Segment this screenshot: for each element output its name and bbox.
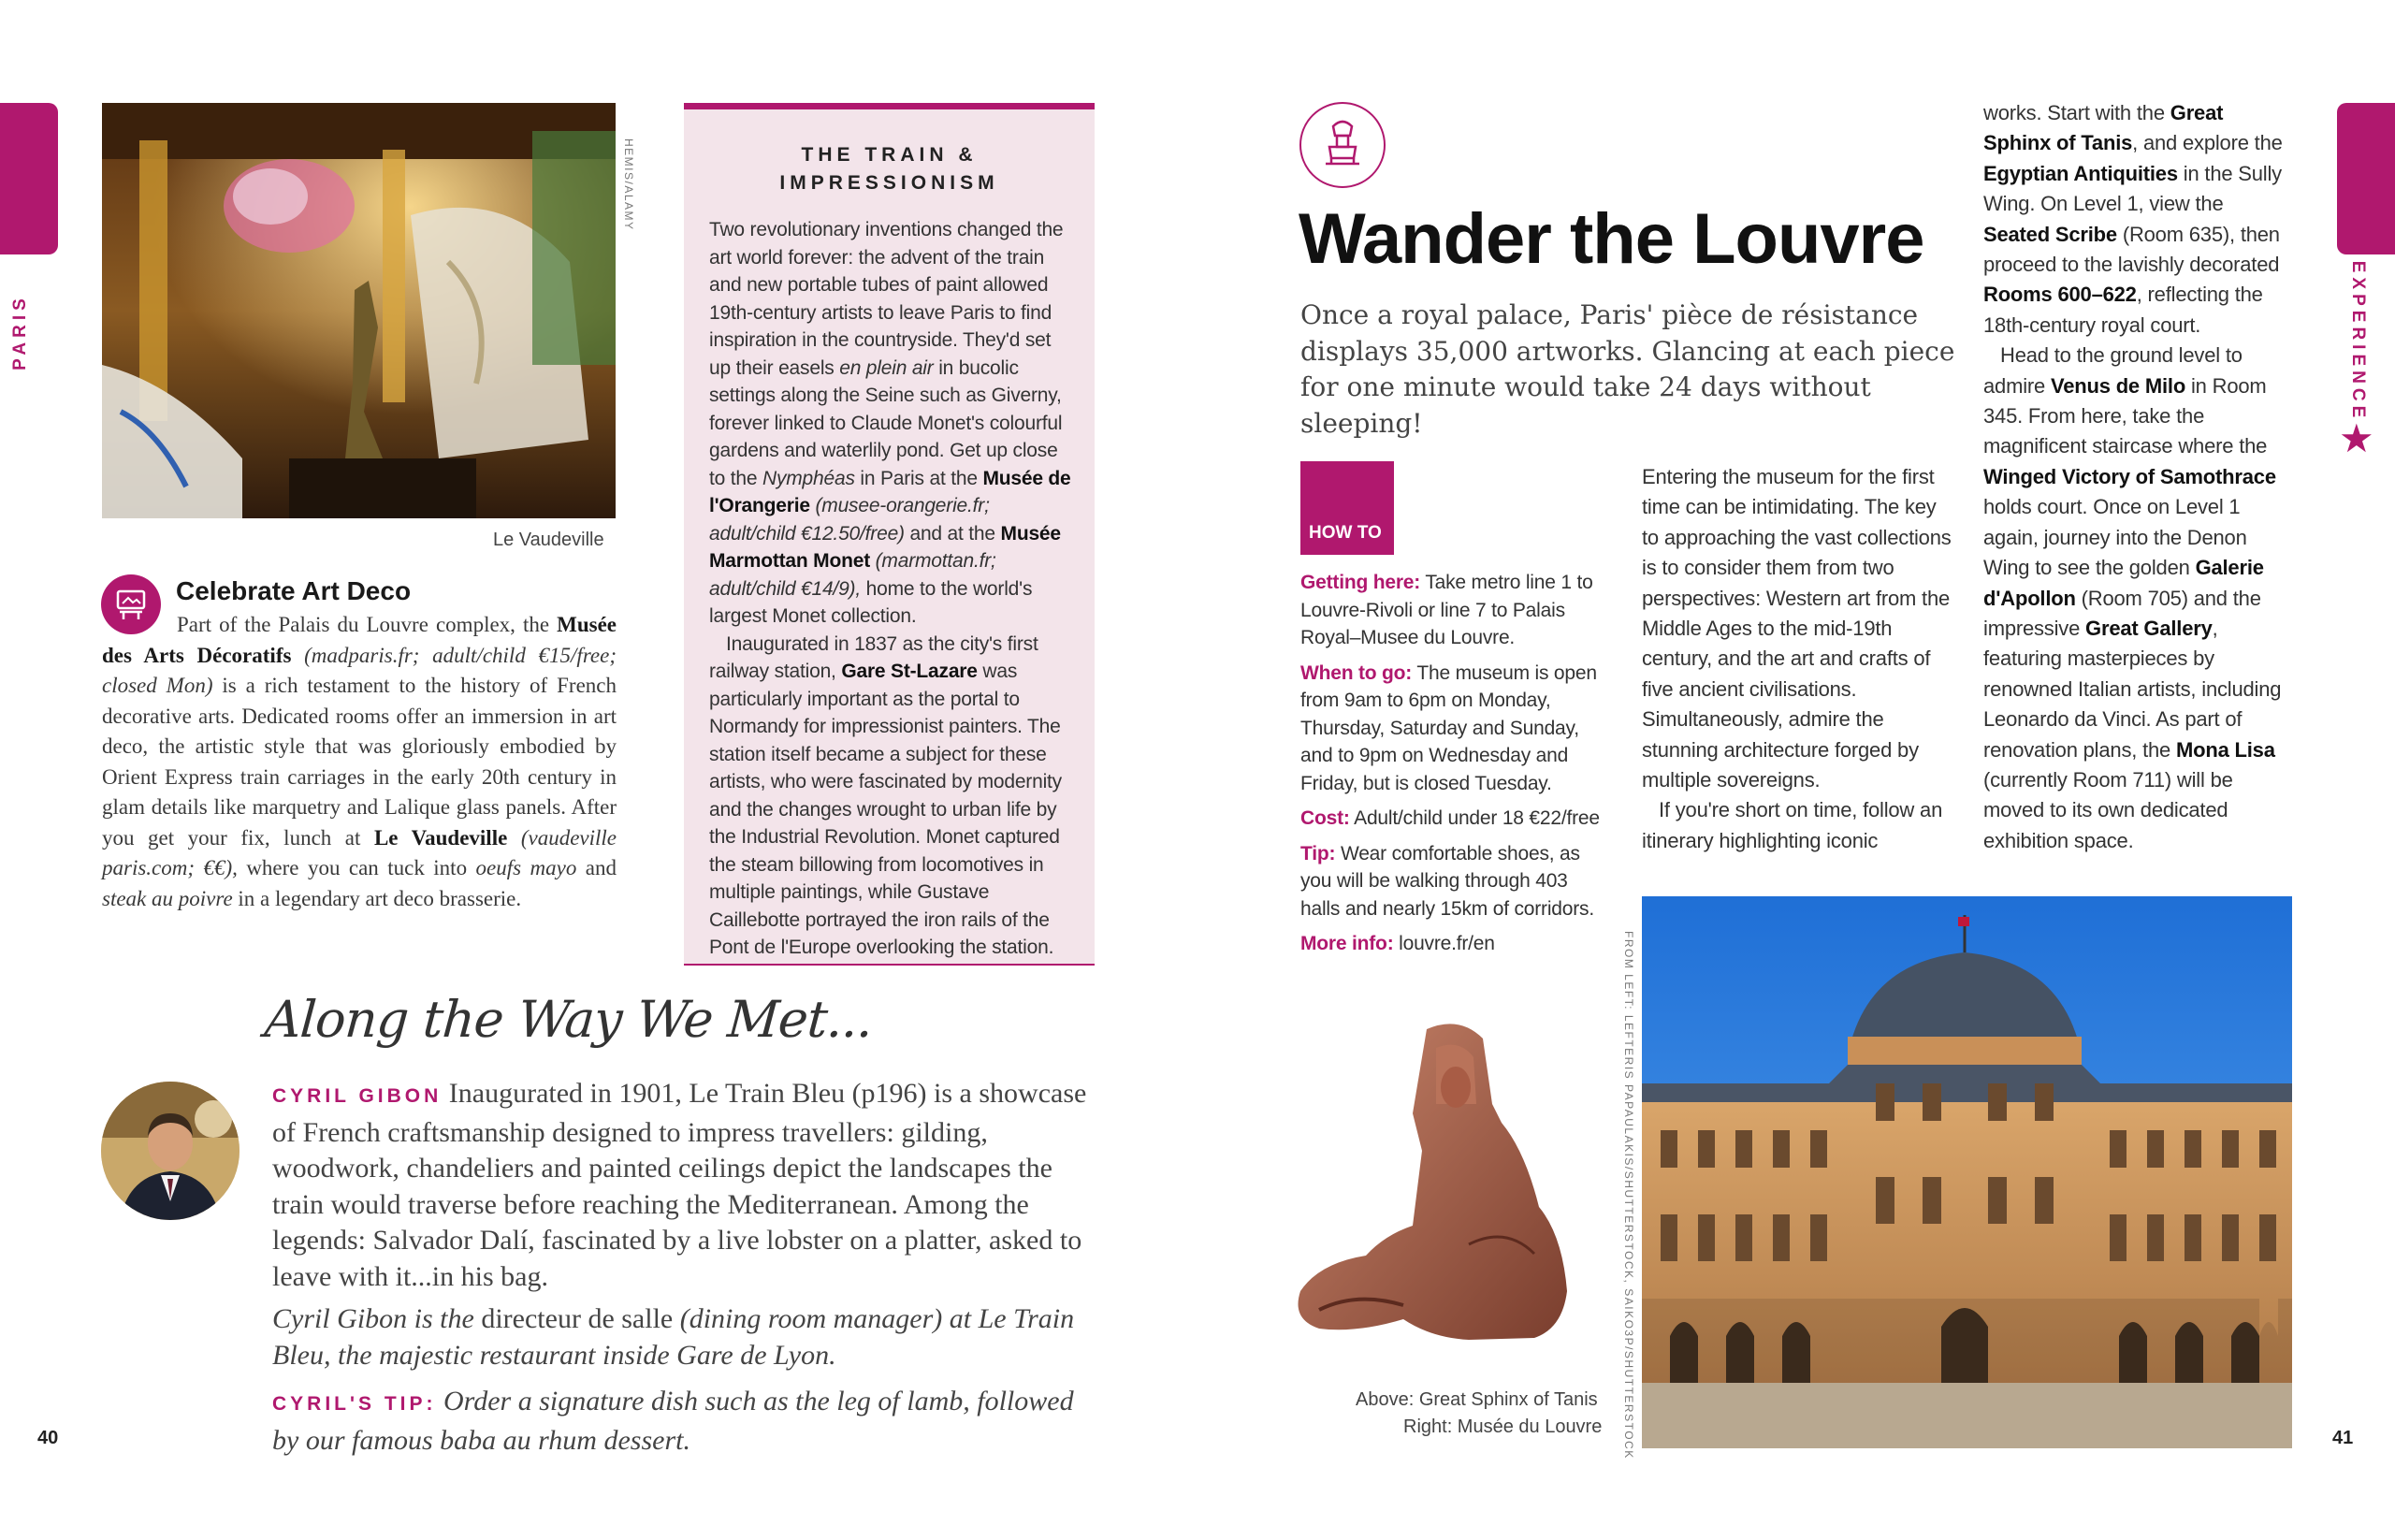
musee-orangerie-name: Musée de l'Orangerie (709, 467, 1071, 516)
sidebar-text-1b: in bucolic settings along the Seine such as Giverny, forever linked to Claude Monet's colourful gardens and waterlily pond. Get up close to the (709, 356, 1063, 489)
sidebar-paragraph-2 (709, 631, 1074, 962)
photo-credit-vaudeville: HEMIS/ALAMY (622, 138, 635, 231)
how-to-cost (1300, 805, 1602, 833)
sidebar-text-1e: home to the world's largest Monet collection. (709, 577, 1033, 627)
celebrate-italic-4: steak au poivre (102, 886, 233, 910)
egyptian-antiquities-name: Egyptian Antiquities (1983, 161, 2178, 185)
how-to-list (1300, 569, 1602, 958)
sidebar-text-1d: and at the (904, 522, 1001, 545)
photo-credit-louvre: FROM LEFT: LEFTERIS PAPAULAKIS/SHUTTERSTOCK, SAIKO3P/SHUTTERSTOCK (1622, 931, 1635, 1460)
how-to-when-to-go (1300, 660, 1602, 798)
great-sphinx-photo (1282, 1010, 1618, 1357)
bio-roman: directeur de salle (473, 1303, 680, 1334)
section-tab-left (0, 103, 58, 254)
gare-st-lazare-name: Gare St-Lazare (841, 661, 978, 682)
sidebar-italic-4: (marmottan.fr; adult/child €14/9), (709, 550, 996, 600)
page-title: Wander the Louvre (1299, 199, 1924, 279)
celebrate-heading: Celebrate Art Deco (176, 576, 412, 605)
star-icon: ★ (2339, 416, 2374, 460)
col3-text-a: works. Start with the (1983, 101, 2170, 124)
cyril-gibon-quote (272, 1076, 1096, 1295)
sidebar-title: THE TRAIN & IMPRESSIONISM (779, 144, 999, 194)
col2-paragraph-1: Entering the museum for the first time can be intimidating. The key to approaching the vast collections is to consider them from two perspectives: Western art from the Middle Ages to the mid-19th century, and the art and crafts of five ancient civilisations. Simultaneously, admire the stunning architecture forged by multiple sovereigns. (1642, 465, 1952, 792)
celebrate-italic-2: (vaudeville paris.com; €€), (102, 825, 617, 879)
page-number-right: 41 (2332, 1428, 2354, 1448)
sidebar-italic-2: Nymphéas (762, 467, 855, 489)
musee-arts-decoratifs-name: Musée des Arts Décoratifs (102, 613, 617, 667)
musee-marmottan-name: Musée Marmottan Monet (709, 522, 1061, 572)
col3-text-l: (currently Room 711) will be moved to its own dedicated exhibition space. (1983, 767, 2233, 852)
bio-italic-2: (dining room manager) at Le Train Bleu, the majestic restaurant inside Gare de Lyon. (272, 1303, 1075, 1371)
col2-paragraph-2: If you're short on time, follow an itinerary highlighting iconic (1642, 798, 1943, 852)
celebrate-text-1: Part of the Palais du Louvre complex, the (177, 613, 558, 636)
louvre-body-column-2 (1642, 462, 1955, 856)
getting-here-label: Getting here: (1300, 572, 1421, 593)
sidebar-paragraph-1 (709, 216, 1074, 631)
section-label-experience: EXPERIENCE (2348, 260, 2368, 423)
col3-text-d: in the Sully Wing. On Level 1, view the (1983, 161, 2282, 216)
when-to-go-text: The museum is open from 9am to 6pm on Monday, Thursday, Saturday and Sunday, and to 9pm on Wednesday and Friday, but is closed Tuesday. (1300, 661, 1597, 794)
cyrils-tip-label: CYRIL'S TIP: (272, 1393, 437, 1415)
louvre-body-column-3 (1983, 98, 2292, 856)
great-sphinx-name: Great Sphinx of Tanis (1983, 101, 2224, 155)
seated-scribe-name: Seated Scribe (1983, 222, 2117, 246)
le-vaudeville-photo (102, 103, 616, 518)
rooms-600-622-name: Rooms 600–622 (1983, 283, 2137, 307)
mona-lisa-name: Mona Lisa (2175, 737, 2275, 762)
sidebar-italic-1: en plein air (839, 356, 934, 379)
sidebar-body (709, 216, 1074, 962)
col3-text-k: , featuring masterpieces by renowned Italian artists, including Leonardo da Vinci. As part of renovation plans, the (1983, 616, 2282, 762)
cyril-gibon-name-label: CYRIL GIBON (272, 1085, 443, 1107)
musee-du-louvre-photo (1642, 896, 2292, 1448)
intro-paragraph: Once a royal palace, Paris' pièce de résistance displays 35,000 artworks. Glancing at each piece for one minute would take 24 days without sleeping! (1300, 299, 1955, 439)
how-to-getting-here (1300, 569, 1602, 652)
more-info-link[interactable]: louvre.fr/en (1393, 933, 1495, 954)
more-info-label: More info: (1300, 933, 1394, 954)
how-to-badge: HOW TO (1300, 461, 1394, 555)
venus-de-milo-name: Venus de Milo (2050, 373, 2186, 398)
col3-text-e: (Room 635), then proceed to the lavishly decorated (1983, 222, 2280, 277)
getting-here-text: Take metro line 1 to Louvre-Rivoli or line 7 to Palais Royal–Musee du Louvre. (1300, 572, 1593, 648)
page-number-left: 40 (37, 1428, 59, 1448)
along-the-way-title: Along the Way We Met... (262, 990, 875, 1049)
celebrate-body (102, 610, 617, 914)
cost-label: Cost: (1300, 807, 1350, 829)
great-gallery-name: Great Gallery (2085, 616, 2213, 640)
how-to-more-info (1300, 930, 1602, 958)
cost-text: Adult/child under 18 €22/free (1349, 807, 1600, 829)
sidebar-italic-3: (musee-orangerie.fr; adult/child €12.50/free) (709, 495, 990, 545)
col3-paragraph-2 (1983, 341, 2292, 856)
sphinx-statue-icon (1299, 102, 1386, 188)
section-label-paris: PARIS (10, 294, 30, 370)
sidebar-text-2a: Inaugurated in 1837 as the city's first railway station, (709, 632, 1038, 682)
celebrate-italic-1: (madparis.fr; adult/child €15/free; closed Mon) (102, 643, 617, 697)
cyril-gibon-quote-text: Inaugurated in 1901, Le Train Bleu (p196) is a showcase of French craftsmanship designed to impress travellers: gilding, woodwork, chandeliers and painted ceilings depict the landscapes the train would traverse before reaching the Mediterranean. Among the legends: Salvador Dalí, fascinated by a live lobster on a platter, asked to leave with it...in his bag. (272, 1078, 1087, 1292)
col3-paragraph-1 (1983, 98, 2292, 341)
caption-sphinx: Above: Great Sphinx of Tanis (1356, 1389, 1598, 1410)
cyrils-tip-text: Order a signature dish such as the leg of lamb, followed by our famous baba au rhum dessert. (272, 1386, 1074, 1456)
galerie-apollon-name: Galerie d'Apollon (1983, 556, 2264, 610)
tip-label: Tip: (1300, 842, 1336, 864)
col3-text-h: in Room 345. From here, take the magnificent staircase where the (1983, 373, 2268, 458)
col3-text-j: (Room 705) and the impressive (1983, 586, 2261, 640)
caption-louvre: Right: Musée du Louvre (1403, 1417, 1603, 1437)
celebrate-text-5: in a legendary art deco brasserie. (232, 886, 522, 910)
photo-caption-vaudeville: Le Vaudeville (493, 530, 604, 550)
le-vaudeville-name: Le Vaudeville (373, 825, 508, 850)
col3-text-f: , reflecting the 18th-century royal court. (1983, 283, 2263, 337)
celebrate-text-2: is a rich testament to the history of French decorative arts. Dedicated rooms offer an immersion in art deco, the artistic style that was gloriously embodied by Orient Express train carriages in the early 20th century in glam details like marquetry and Lalique glass panels. After you get your fix, lunch at (102, 674, 617, 850)
col3-text-c: , and explore the (2132, 131, 2283, 155)
cyril-gibon-portrait (101, 1082, 240, 1220)
col3-text-i: holds court. Once on Level 1 again, journey into the Denon Wing to see the golden (1983, 495, 2247, 580)
cyril-gibon-bio (272, 1301, 1096, 1373)
bio-italic-1: Cyril Gibon is the (272, 1303, 474, 1334)
when-to-go-label: When to go: (1300, 661, 1413, 684)
celebrate-text-3: where you can tuck into (237, 856, 476, 879)
sidebar-text-1a: Two revolutionary inventions changed the art world forever: the advent of the train and new portable tubes of paint allowed 19th-century artists to leave Paris to find inspiration in the countryside. They'd set up their easels (709, 219, 1064, 379)
how-to-tip (1300, 840, 1602, 923)
sidebar-text-1c: in Paris at the (854, 467, 983, 489)
train-impressionism-sidebar (684, 103, 1095, 966)
col3-text-g: Head to the ground level to admire (1983, 343, 2243, 398)
tip-text: Wear comfortable shoes, as you will be walking through 403 halls and nearly 15km of corridors. (1300, 842, 1594, 920)
sidebar-text-2b: was particularly important as the portal to Normandy for impressionist painters. The station itself became a subject for these artists, who were fascinated by modernity and the changes wrought to urban life by the Industrial Revolution. Monet captured the steam billowing from locomotives in multiple paintings, while Gustave Caillebotte portrayed the iron rails of the Pont de l'Europe overlooking the station. (709, 661, 1062, 958)
celebrate-italic-3: oeufs mayo (475, 856, 577, 879)
cyrils-tip (272, 1384, 1096, 1459)
section-tab-right (2337, 103, 2395, 254)
winged-victory-name: Winged Victory of Samothrace (1983, 464, 2276, 488)
celebrate-text-4: and (576, 856, 617, 879)
